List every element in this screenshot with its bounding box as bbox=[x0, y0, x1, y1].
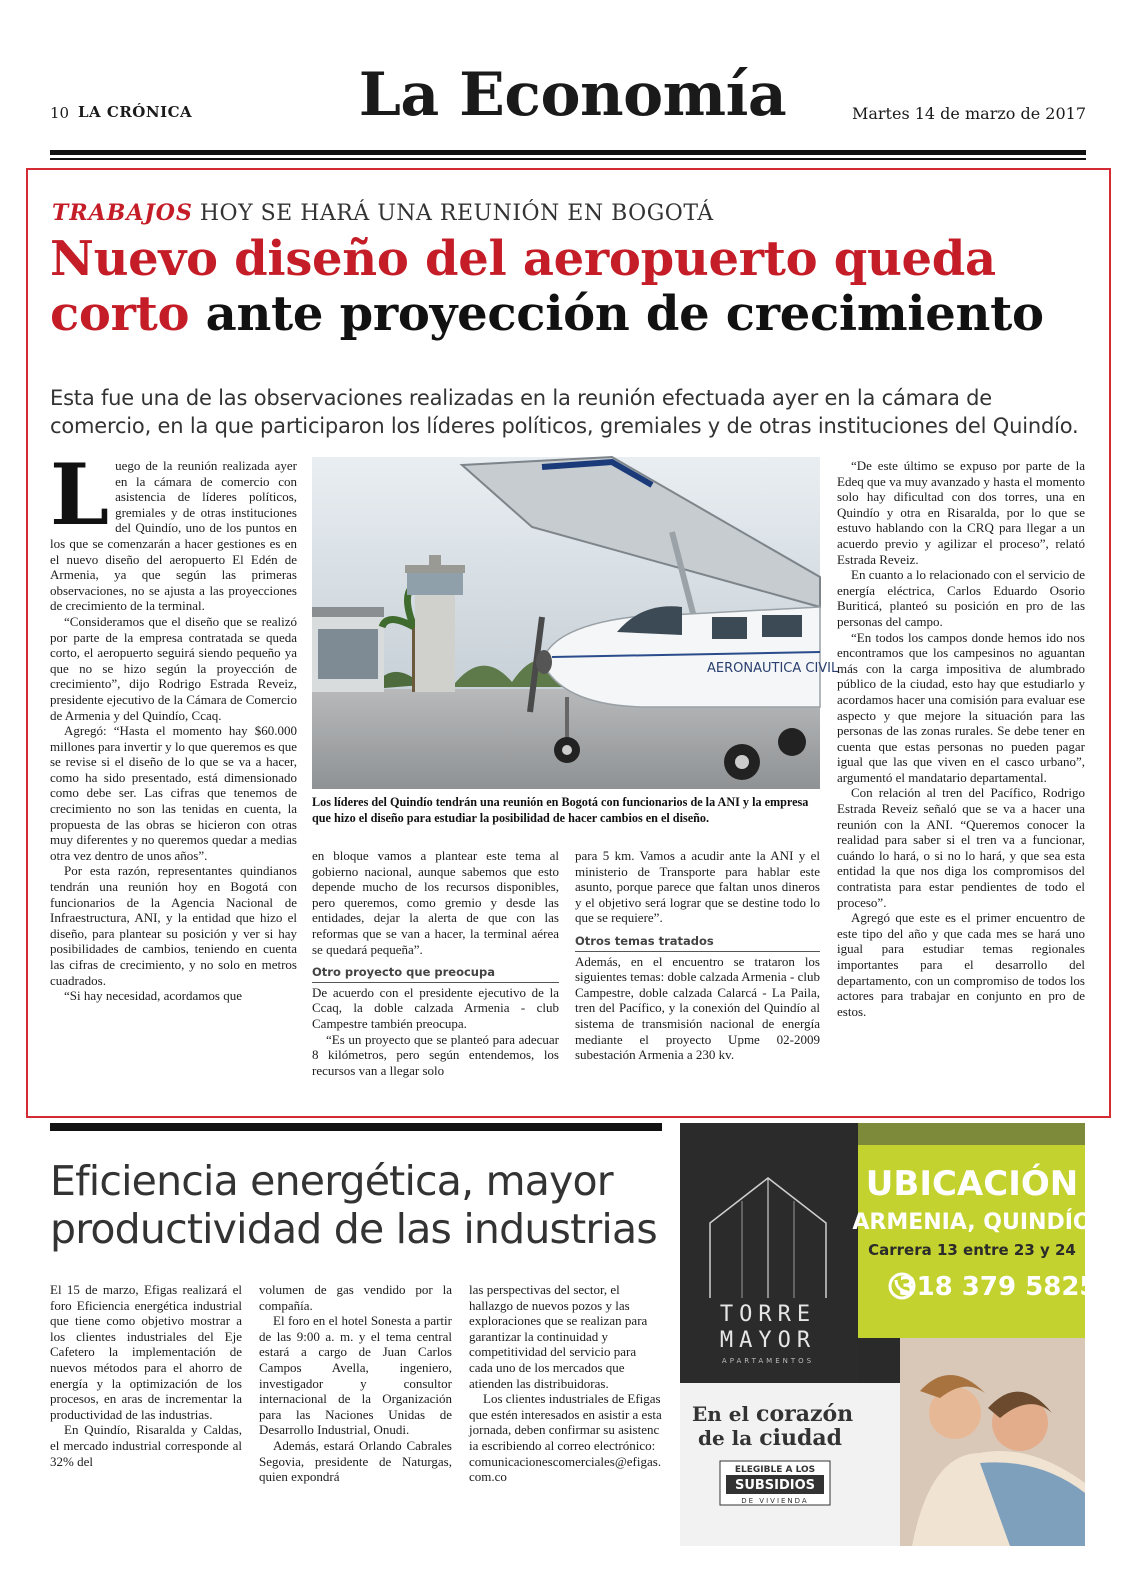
real-estate-ad bbox=[680, 1123, 1098, 1546]
drop-cap: L bbox=[50, 445, 110, 544]
headline-line: productividad de las industrias bbox=[50, 1204, 657, 1253]
article-headline bbox=[50, 232, 1110, 341]
tagline-part bbox=[698, 1425, 842, 1451]
paragraph: “De este último se expuso por parte de la Edeq que va muy avanzado y hasta el momento solo hay dificultad con dos torres, una en Quindío y otra en Risaralda, por lo que se estuvo hablando con la CRQ para llegar a un acuerdo previo y agilizar el proceso”, relató Estrada Reveiz. bbox=[837, 458, 1085, 567]
second-article-column-3 bbox=[469, 1282, 662, 1485]
airport-photo bbox=[312, 457, 839, 789]
article-column-2 bbox=[312, 848, 559, 1078]
paragraph: uego de la reunión realizada ayer en la cámara de comercio con asistencia de líderes políticos, gremiales y de otras instituciones del Quindío, uno de los puntos en los que se comenzarán a hacer gestiones es en el nuevo diseño del aeropuerto El Edén de Armenia, ya que según las primeras observaciones, no se ajusta a las proyecciones de crecimiento de la terminal. bbox=[50, 458, 297, 614]
headline-red-line: Nuevo diseño del aeropuerto queda bbox=[50, 231, 996, 287]
paragraph: Agregó: “Hasta el momento hay $60.000 millones para invertir y lo que queremos es que se revise si el diseño de lo que se va a hacer, como ha sido presentado, está dimensionado como debe ser. Las cifras que tenemos de crecimiento no son las tenidas en cuenta, la propuesta de las obras se hicieron con otras muy diferentes y no queremos quedar a medias otra vez dentro de unos años”. bbox=[50, 723, 297, 863]
page-number: 10 bbox=[50, 104, 70, 122]
newspaper-name: LA CRÓNICA bbox=[78, 103, 193, 121]
tagline-de-la: de la bbox=[698, 1426, 753, 1450]
airplane-image bbox=[312, 457, 839, 789]
article-column-3 bbox=[575, 848, 820, 1063]
paragraph: Los clientes industriales de Efigas que estén interesados en asistir a esta jornada, deben confirmar su asistencia escribiendo al correo electrónico: comunicacionescomerciales@efigas.com.co bbox=[469, 1391, 662, 1485]
masthead-rule bbox=[50, 150, 1086, 155]
paragraph: “Consideramos que el diseño que se realizó por parte de la empresa contratada se queda corto, el aeropuerto seguirá siendo pequeño ya que no se hizo según la proyección de crecimiento”, dijo Rodrigo Estrada Reveiz, presidente ejecutivo de la Cámara de Comercio de Armenia y del Quindío, Ccaq. bbox=[50, 613, 297, 723]
tagline-ciudad: ciudad bbox=[759, 1425, 842, 1451]
paragraph: Agregó que este es el primer encuentro de este tipo del año y que cada mes se hará uno igual para estudiar temas regionales importantes para el desarrollo del departamento, con un compromiso de todos los actores para trabajar en conjunto en pro de estos. bbox=[837, 910, 1085, 1019]
tagline-en-el: En el bbox=[692, 1402, 750, 1426]
paragraph: En Quindío, Risaralda y Caldas, el mercado industrial corresponde al 32% del bbox=[50, 1422, 242, 1469]
masthead-rule-thin bbox=[50, 158, 1086, 160]
second-article-column-2 bbox=[259, 1282, 452, 1485]
ad-graphic bbox=[680, 1123, 1098, 1546]
brand-subtitle: APARTAMENTOS bbox=[721, 1357, 815, 1365]
second-article-headline bbox=[50, 1158, 670, 1253]
paragraph: “En todos los campos donde hemos ido nos encontramos que los campesinos no aguantan más con la carga impositiva de alumbrado público de la ciudad, esto hay que estudiarlo y acordamos hacer una comisión para evaluar ese aspecto y que mejore la situación para las personas de las zonas rurales. Se debe tener en cuenta que estas personas no pueden pagar igual que las que viven en el casco urbano”, argumentó el mandatario departamental. bbox=[837, 629, 1085, 785]
badge-bottom: DE VIVIENDA bbox=[741, 1497, 809, 1505]
paragraph: El foro en el hotel Sonesta a partir de las 9:00 a. m. y el tema central estará a cargo de Juan Carlos Campos Avella, ingeniero, investigador y consultor internacional de la Organización para las Naciones Unidas de Desarrollo Industrial, Onudi. bbox=[259, 1313, 452, 1438]
tagline-corazon: corazón bbox=[756, 1401, 854, 1427]
article-deck: Esta fue una de las observaciones realizadas en la reunión efectuada ayer en la cámara de comercio, en la que participaron los líderes políticos, gremiales y de otras instituciones del Quindío. bbox=[50, 386, 1079, 438]
ad-city: ARMENIA, QUINDÍO bbox=[852, 1210, 1092, 1235]
paragraph: “Es un proyecto que se planteó para adecuar 8 kilómetros, pero según entendemos, los recursos van a llegar solo bbox=[312, 1031, 559, 1078]
article-kicker bbox=[52, 200, 714, 226]
paragraph: volumen de gas vendido por la compañía. bbox=[259, 1282, 452, 1313]
section-title: La Economía bbox=[358, 60, 787, 130]
ad-phone: 318 379 5825 bbox=[898, 1272, 1098, 1302]
kicker-text: HOY SE HARÁ UNA REUNIÓN EN BOGOTÁ bbox=[199, 201, 714, 226]
headline-black-text: ante proyección de crecimiento bbox=[205, 285, 1044, 342]
badge-main: SUBSIDIOS bbox=[734, 1478, 816, 1493]
paragraph: “Si hay necesidad, acordamos que bbox=[64, 988, 242, 1004]
tagline-part bbox=[692, 1401, 853, 1427]
ad-title: UBICACIÓN bbox=[865, 1164, 1079, 1204]
paragraph: para 5 km. Vamos a acudir ante la ANI y el ministerio de Transporte para hablar este asunto, porque parece que faltan unos dineros y el objetivo será lograr que se destine todo lo que se requiere”. bbox=[575, 848, 820, 926]
headline-line: Eficiencia energética, mayor bbox=[50, 1157, 613, 1205]
second-article-bar bbox=[50, 1123, 662, 1131]
ad-address: Carrera 13 entre 23 y 24 bbox=[868, 1241, 1076, 1259]
paragraph: De acuerdo con el presidente ejecutivo de la Ccaq, la doble calzada Armenia - club Campestre también preocupa. bbox=[312, 984, 559, 1031]
article-column-1 bbox=[50, 445, 297, 1004]
plane-label: AERONAUTICA CIVIL bbox=[707, 661, 839, 676]
kicker-label: TRABAJOS bbox=[52, 200, 193, 226]
paragraph: En cuanto a lo relacionado con el servicio de energía eléctrica, Carlos Eduardo Osorio Buriticá, planteó su posición en pro de las personas del campo. bbox=[837, 567, 1085, 629]
paragraph: las perspectivas del sector, el hallazgo de nuevos pozos y las exploraciones que se realizan para garantizar la continuidad y competitividad del servicio para cada uno de los mercados que atienden las distribuidoras. bbox=[469, 1282, 648, 1391]
paragraph: El 15 de marzo, Efigas realizará el foro Eficiencia energética industrial que tiene como objetivo mostrar a los clientes industriales del Eje Cafetero la implementación de nuevos métodos para el ahorro de energía y la optimización de los procesos, en aras de incrementar la productividad de las industrias. bbox=[50, 1282, 242, 1422]
second-article-column-1 bbox=[50, 1282, 242, 1469]
photo-caption: Los líderes del Quindío tendrán una reunión en Bogotá con funcionarios de la ANI y la empresa que hizo el diseño para estudiar la posibilidad de hacer cambios en el diseño. bbox=[312, 795, 809, 825]
paragraph: Con relación al tren del Pacífico, Rodrigo Estrada Reveiz señaló que se va a hacer una reunión con la ANI. “Queremos conocer la realidad para saber si el tren va a funcionar, cuándo lo hará, o si no lo hará, y que sea esta entidad la que nos diga los compromisos del contratista para estar pendientes de todo el proceso”. bbox=[837, 785, 1085, 910]
paragraph: en bloque vamos a plantear este tema al gobierno nacional, aunque sabemos que esto depende mucho de los recursos disponibles, pero queremos, como gremio y desde las entidades, dejar la alerta de que con las reformas que se van a hacer, la terminal aérea se quedará pequeña”. bbox=[312, 848, 559, 957]
brand-line-1: TORRE bbox=[719, 1302, 817, 1327]
subheading: Otros temas tratados bbox=[575, 934, 820, 952]
subheading: Otro proyecto que preocupa bbox=[312, 965, 559, 983]
issue-date: Martes 14 de marzo de 2017 bbox=[851, 104, 1086, 123]
headline-red-word: corto bbox=[50, 285, 190, 342]
paragraph: Por esta razón, representantes quindianos tendrán una reunión hoy en Bogotá con funcionarios de la Agencia Nacional de Infraestructura, ANI, y la entidad que hizo el diseño, para plantear su posición y ver si hay posibilidades de cambios, teniendo en cuenta las cifras de crecimiento, y no solo en metros cuadrados. bbox=[50, 863, 297, 988]
article-column-4 bbox=[837, 458, 1085, 1019]
paragraph: Además, estará Orlando Cabrales Segovia, presidente de Naturgas, quien expondrá bbox=[259, 1437, 452, 1485]
paragraph: Además, en el encuentro se trataron los siguientes temas: doble calzada Armenia - club Campestre, doble calzada Calarcá - La Paila, tren del Pacífico, y la conexión del Quindío al sistema de transmisión nacional de energía mediante el proyecto Upme 02-2009 subestación Armenia a 230 kv. bbox=[575, 953, 820, 1063]
badge-top: ELEGIBLE A LOS bbox=[734, 1465, 816, 1475]
brand-line-2: MAYOR bbox=[719, 1328, 817, 1353]
